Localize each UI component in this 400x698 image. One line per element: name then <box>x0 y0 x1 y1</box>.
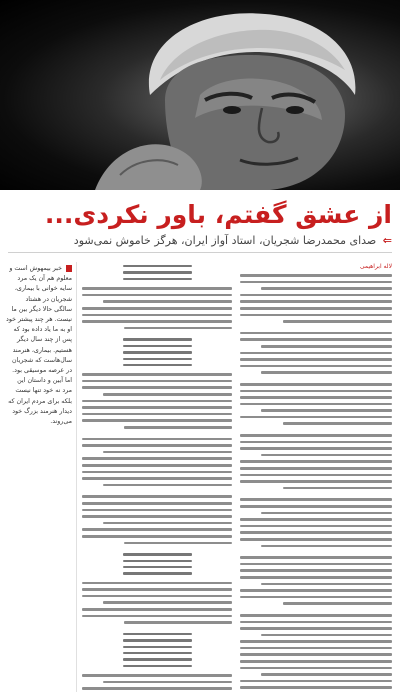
verse-block <box>82 265 232 280</box>
portrait-illustration <box>0 0 400 190</box>
article-subheadline <box>12 234 392 248</box>
header-divider <box>8 252 392 253</box>
subheadline-text: صدای محمدرضا شجریان، استاد آواز ایران، هرگز خاموش نمی‌شود <box>73 234 377 247</box>
portrait-photo <box>0 0 400 190</box>
verse-block <box>82 553 232 575</box>
article-headline: از عشق گفتم، باور نکردی... <box>44 200 392 229</box>
sidebar-text: خبر بیمهوش است و معلوم هم آن یک مرد سایه خوانی با بیماری، شجریان در هشتاد سالگی حالا دیگر بین ما نیست. هر چند پیشتر خود او به ما یاد داده بود که پس از چند سال دیگر هستیم. بیماری، هنرمند سال‌هاست که شجریان در عرصه موسیقی بود. اما آیین و داستان این مرد نه خود تنها نیست بلکه برای مردم ایران که دیدار هنرمند بزرگ خود می‌روند. <box>6 265 72 426</box>
sidebar-box <box>6 264 72 427</box>
arrow-bullet-icon: ⇐ <box>382 234 392 247</box>
verse-block <box>82 338 232 366</box>
author-tag: لاله ابراهیمی <box>359 263 392 270</box>
article-body-right-column <box>240 262 392 692</box>
verse-block <box>82 633 232 667</box>
article-body-middle-column <box>82 262 232 692</box>
column-divider <box>76 262 77 692</box>
red-square-icon <box>66 265 72 272</box>
